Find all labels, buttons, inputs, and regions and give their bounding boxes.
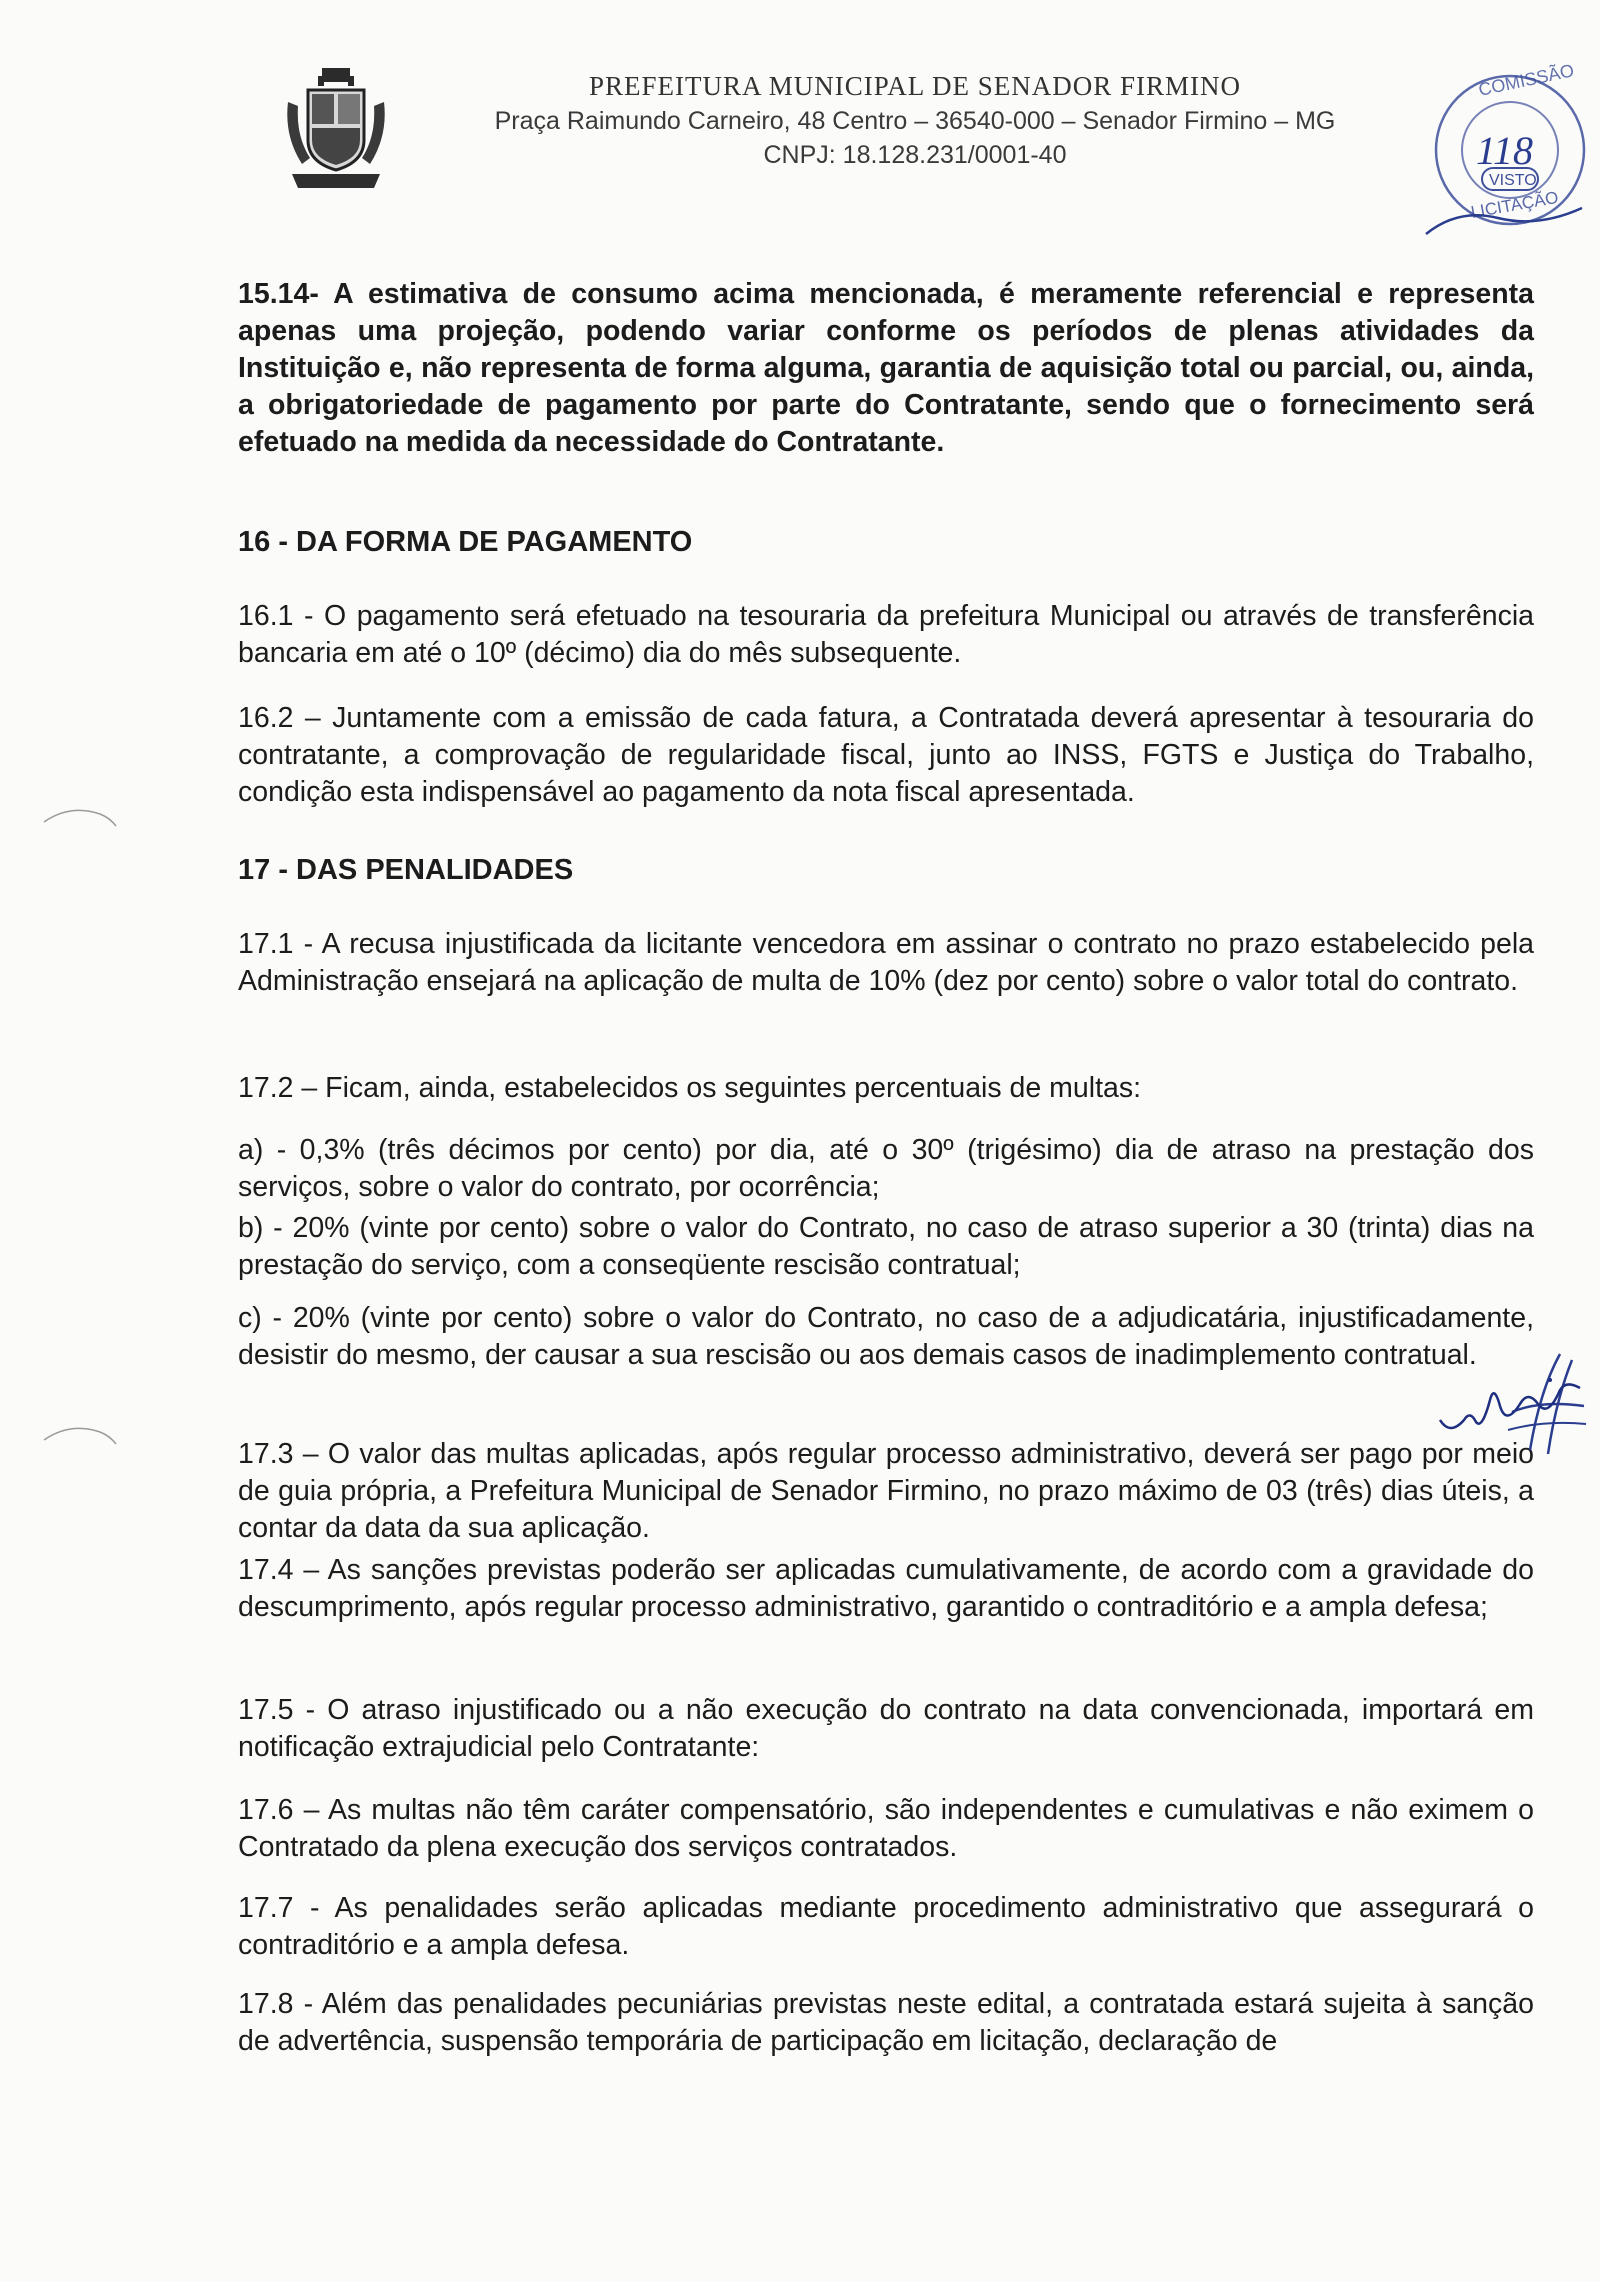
letterhead [400, 68, 1430, 172]
clause-17-4: 17.4 – As sanções previstas poderão ser aplicadas cumulativamente, de acordo com a gravidade do descumprimento, após regular processo administrativo, garantido o contraditório e a ampla defesa; [238, 1554, 1534, 1623]
stamp-bottom-text: LICITAÇÃO [1469, 187, 1560, 222]
clause-16-2: 16.2 – Juntamente com a emissão de cada fatura, a Contratada deverá apresentar à tesouraria do contratante, a comprovação de regularidade fiscal, junto ao INSS, FGTS e Justiça do Trabalho, condição esta indispensável ao pagamento da nota fiscal apresentada. [238, 702, 1534, 808]
margin-mark-icon [40, 800, 120, 830]
letterhead-org: PREFEITURA MUNICIPAL DE SENADOR FIRMINO [588, 71, 1242, 101]
stamp-visto-text: VISTO [1489, 172, 1537, 189]
clause-17-2-a: a) - 0,3% (três décimos por cento) por dia, até o 30º (trigésimo) dia de atraso na prestação dos serviços, sobre o valor do contrato, por ocorrência; [238, 1134, 1534, 1203]
clause-17-5: 17.5 - O atraso injustificado ou a não execução do contrato na data convencionada, importará em notificação extrajudicial pelo Contratante: [238, 1694, 1534, 1763]
clause-17-1: 17.1 - A recusa injustificada da licitante vencedora em assinar o contrato no prazo estabelecido pela Administração ensejará na aplicação de multa de 10% (dez por cento) sobre o valor total do contrato. [238, 928, 1534, 997]
margin-mark-icon [40, 1418, 120, 1448]
commission-stamp-icon [1418, 58, 1588, 248]
section-heading-17: 17 - DAS PENALIDADES [238, 854, 574, 886]
stamp-number: 118 [1476, 128, 1534, 173]
clause-17-2-c: c) - 20% (vinte por cento) sobre o valor do Contrato, no caso de a adjudicatária, injustificadamente, desistir do mesmo, der causar a sua rescisão ou aos demais casos de inadimplemento contratual. [238, 1302, 1534, 1371]
clause-17-2: 17.2 – Ficam, ainda, estabelecidos os seguintes percentuais de multas: [238, 1072, 1142, 1104]
municipal-crest-icon [282, 66, 390, 194]
letterhead-address: Praça Raimundo Carneiro, 48 Centro – 36540-000 – Senador Firmino – MG [494, 107, 1336, 135]
clause-17-7: 17.7 - As penalidades serão aplicadas mediante procedimento administrativo que assegurará o contraditório e a ampla defesa. [238, 1892, 1534, 1961]
clause-17-8: 17.8 - Além das penalidades pecuniárias previstas neste edital, a contratada estará sujeita à sanção de advertência, suspensão temporária de participação em licitação, declaração de [238, 1988, 1534, 2057]
clause-17-6: 17.6 – As multas não têm caráter compensatório, são independentes e cumulativas e não eximem o Contratado da plena execução dos serviços contratados. [238, 1794, 1534, 1863]
rubric-signature-icon [1430, 1360, 1600, 1450]
clause-17-2-b: b) - 20% (vinte por cento) sobre o valor do Contrato, no caso de atraso superior a 30 (trinta) dias na prestação do serviço, com a conseqüente rescisão contratual; [238, 1212, 1534, 1281]
clause-17-3: 17.3 – O valor das multas aplicadas, após regular processo administrativo, deverá ser pago por meio de guia própria, a Prefeitura Municipal de Senador Firmino, no prazo máximo de 03 (três) dias úteis, a contar da data da sua aplicação. [238, 1438, 1534, 1544]
stamp-top-text: COMISSÃO [1476, 60, 1576, 100]
clause-15-14: 15.14- A estimativa de consumo acima mencionada, é meramente referencial e representa apenas uma projeção, podendo variar conforme os períodos de plenas atividades da Instituição e, não representa de forma alguma, garantia de aquisição total ou parcial, ou, ainda, a obrigatoriedade de pagamento por parte do Contratante, sendo que o fornecimento será efetuado na medida da necessidade do Contratante. [238, 278, 1534, 458]
letterhead-cnpj: CNPJ: 18.128.231/0001-40 [763, 141, 1067, 169]
clause-16-1: 16.1 - O pagamento será efetuado na tesouraria da prefeitura Municipal ou através de transferência bancaria em até o 10º (décimo) dia do mês subsequente. [238, 600, 1534, 669]
section-heading-16: 16 - DA FORMA DE PAGAMENTO [238, 526, 693, 558]
